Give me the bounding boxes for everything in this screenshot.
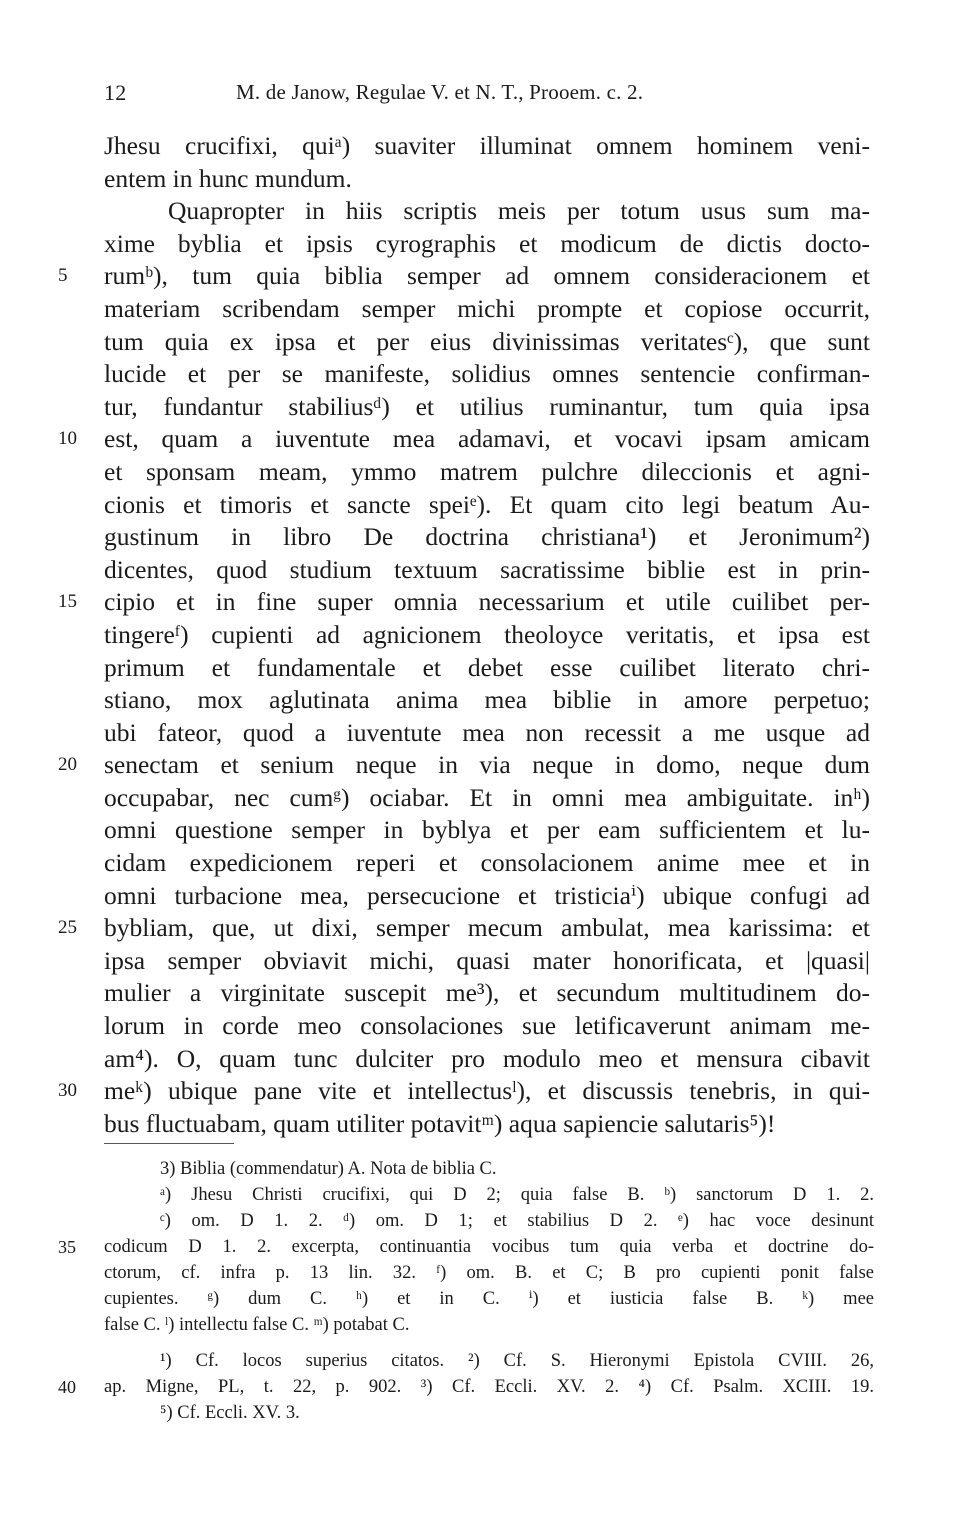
footnote-text: ap. Migne, PL, t. 22, p. 902. ³) Cf. Eccli. XV. 2. ⁴) Cf. Psalm. XCIII. 19. xyxy=(104,1377,874,1397)
text-line xyxy=(104,782,870,815)
footnote-line xyxy=(104,1312,874,1338)
text-line xyxy=(104,1043,870,1076)
text-line xyxy=(104,293,870,326)
footnote-separator-rule xyxy=(104,1143,234,1144)
text-line-content: ubi fateor, quod a iuventute mea non recessit a me usque ad xyxy=(104,717,870,747)
text-line-content: am⁴). O, quam tunc dulciter pro modulo meo et mensura cibavit xyxy=(104,1043,870,1073)
footnote-text: ⁵) Cf. Eccli. XV. 3. xyxy=(160,1403,300,1423)
line-number: 40 xyxy=(58,1377,76,1397)
text-line xyxy=(104,717,870,750)
text-line-content: entem in hunc mundum. xyxy=(104,163,352,193)
text-line-content: cionis et timoris et sancte speiᵉ). Et quam cito legi beatum Au- xyxy=(104,489,870,519)
text-line-content: occupabar, nec cumᵍ) ociabar. Et in omni mea ambiguitate. inʰ) xyxy=(104,782,870,812)
text-line xyxy=(104,684,870,717)
text-line-content: xime byblia et ipsis cyrographis et modicum de dictis docto- xyxy=(104,228,870,258)
text-line-content: bybliam, que, ut dixi, semper mecum ambulat, mea karissima: et xyxy=(104,913,870,943)
text-line-content: gustinum in libro De doctrina christiana¹) et Jeronimum²) xyxy=(104,522,870,552)
line-number: 25 xyxy=(58,917,77,939)
line-number: 20 xyxy=(58,754,77,776)
main-text xyxy=(58,130,870,1140)
text-line xyxy=(104,456,870,489)
footnote-line xyxy=(104,1400,874,1426)
line-number: 35 xyxy=(58,1237,76,1257)
text-line xyxy=(58,749,870,782)
text-line xyxy=(104,489,870,522)
text-line xyxy=(104,1108,870,1141)
text-line xyxy=(104,945,870,978)
text-line xyxy=(104,814,870,847)
running-head xyxy=(104,80,874,110)
text-line xyxy=(58,260,870,293)
text-line xyxy=(104,391,870,424)
text-line-content: omni questione semper in byblya et per eam sufficientem et lu- xyxy=(104,815,870,845)
text-line-content: rumᵇ), tum quia biblia semper ad omnem consideracionem et xyxy=(104,261,870,291)
text-line xyxy=(104,195,870,228)
line-number: 10 xyxy=(58,428,77,450)
text-line xyxy=(104,358,870,391)
text-line xyxy=(104,847,870,880)
line-number: 30 xyxy=(58,1080,77,1102)
text-line-content: senectam et senium neque in via neque in domo, neque dum xyxy=(104,750,870,780)
text-line-content: materiam scribendam semper michi prompte et copiose occurrit, xyxy=(104,293,870,323)
footnote-line xyxy=(104,1208,874,1234)
running-title: M. de Janow, Regulae V. et N. T., Prooem. c. 2. xyxy=(236,80,644,104)
text-line xyxy=(104,977,870,1010)
footnote-text: ᶜ) om. D 1. 2. ᵈ) om. D 1; et stabilius D 2. ᵉ) hac voce desinunt xyxy=(160,1211,874,1231)
footnote-text: codicum D 1. 2. excerpta, continuantia vocibus tum quia verba et doctrine do- xyxy=(104,1237,874,1257)
text-line-content: bus fluctuabam, quam utiliter potavitᵐ) aqua sapiencie salutaris⁵)! xyxy=(104,1108,776,1138)
text-line xyxy=(104,228,870,261)
text-line-content: ipsa semper obviavit michi, quasi mater honorificata, et |quasi| xyxy=(104,945,870,975)
text-line xyxy=(104,163,870,196)
text-line-content: mulier a virginitate suscepit me³), et secundum multitudinem do- xyxy=(104,978,870,1008)
text-line-content: lucide et per se manifeste, solidius omnes sentencie confirman- xyxy=(104,359,870,389)
page-number: 12 xyxy=(104,80,127,105)
text-line-content: cipio et in fine super omnia necessarium et utile cuilibet per- xyxy=(104,587,870,617)
text-line-content: Jhesu crucifixi, quiᵃ) suaviter illuminat omnem hominem veni- xyxy=(104,131,870,160)
text-line xyxy=(104,326,870,359)
footnote-line xyxy=(104,1286,874,1312)
footnote-text: ᵃ) Jhesu Christi crucifixi, qui D 2; quia false B. ᵇ) sanctorum D 1. 2. xyxy=(160,1185,874,1205)
text-line xyxy=(104,130,870,163)
footnotes xyxy=(58,1156,874,1426)
text-line-content: primum et fundamentale et debet esse cuilibet literato chri- xyxy=(104,652,870,682)
footnote-text: 3) Biblia (commendatur) A. Nota de biblia C. xyxy=(160,1159,497,1179)
text-line xyxy=(104,619,870,652)
text-line xyxy=(58,1075,870,1108)
line-number: 5 xyxy=(58,265,68,287)
text-line xyxy=(58,912,870,945)
text-line-content: stiano, mox aglutinata anima mea biblie in amore perpetuo; xyxy=(104,685,870,715)
footnote-line xyxy=(58,1234,874,1260)
text-line-content: tum quia ex ipsa et per eius divinissimas veritatesᶜ), que sunt xyxy=(104,326,870,356)
text-line xyxy=(104,521,870,554)
footnote-text: ¹) Cf. locos superius citatos. ²) Cf. S. Hieronymi Epistola CVIII. 26, xyxy=(160,1351,874,1371)
text-line xyxy=(104,1010,870,1043)
text-line-content: tur, fundantur stabiliusᵈ) et utilius ruminantur, tum quia ipsa xyxy=(104,391,870,421)
footnote-text: ctorum, cf. infra p. 13 lin. 32. ᶠ) om. B. et C; B pro cupienti ponit false xyxy=(104,1263,874,1283)
footnote-line xyxy=(58,1374,874,1400)
footnote-text: false C. ˡ) intellectu false C. ᵐ) potabat C. xyxy=(104,1315,410,1335)
text-line-content: Quapropter in hiis scriptis meis per totum usus sum ma- xyxy=(168,196,870,226)
text-line-content: lorum in corde meo consolaciones sue letificaverunt animam me- xyxy=(104,1011,870,1041)
text-line-content: est, quam a iuventute mea adamavi, et vocavi ipsam amicam xyxy=(104,424,870,454)
footnote-line xyxy=(104,1348,874,1374)
text-line xyxy=(58,586,870,619)
footnote-text: cupientes. ᵍ) dum C. ʰ) et in C. ⁱ) et iusticia false B. ᵏ) mee xyxy=(104,1289,874,1309)
text-line-content: tingereᶠ) cupienti ad agnicionem theoloyce veritatis, et ipsa est xyxy=(104,619,870,649)
line-number: 15 xyxy=(58,591,77,613)
text-line-content: et sponsam meam, ymmo matrem pulchre dileccionis et agni- xyxy=(104,456,870,486)
text-line-content: dicentes, quod studium textuum sacratissime biblie est in prin- xyxy=(104,554,870,584)
text-line xyxy=(104,652,870,685)
text-line-content: cidam expedicionem reperi et consolacionem anime mee et in xyxy=(104,848,870,878)
footnote-line xyxy=(104,1156,874,1182)
text-line xyxy=(58,423,870,456)
footnote-line xyxy=(104,1182,874,1208)
footnote-line xyxy=(104,1260,874,1286)
text-line xyxy=(104,880,870,913)
footnote-gap xyxy=(104,1338,874,1348)
text-line-content: omni turbacione mea, persecucione et tristiciaⁱ) ubique confugi ad xyxy=(104,880,870,910)
text-line xyxy=(104,554,870,587)
text-line-content: meᵏ) ubique pane vite et intellectusˡ), et discussis tenebris, in qui- xyxy=(104,1076,870,1106)
